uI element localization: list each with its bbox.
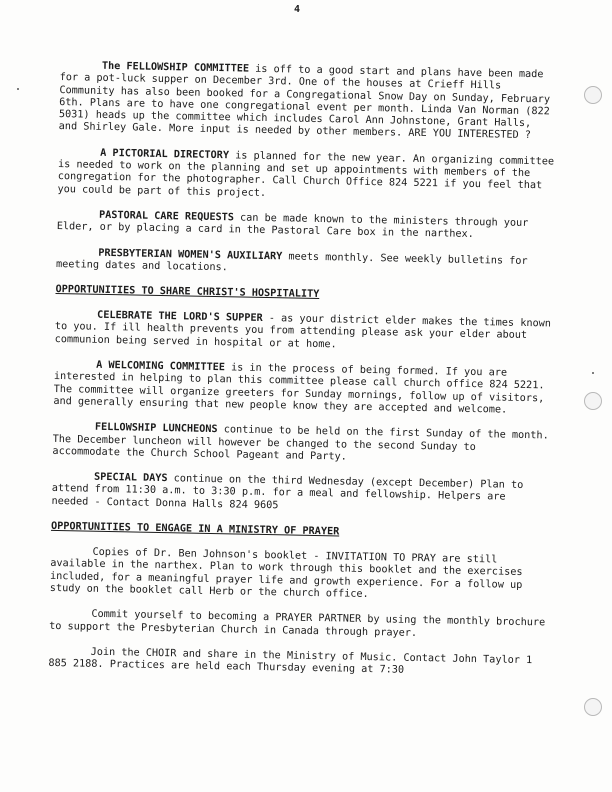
paragraph-text: is off to a good start and plans have been made for a pot-luck supper on December 3rd. One of the houses at Crieff Hills Community has also been booked for a Congregational Snow Day on Sunday, February 6th. Plans are to have one congregational event per month. Linda Van Norman (822 5031) heads up the committee which includes Carol Ann Johnstone, Grant Halls, and Shirley Gale. More input is needed by other members. ARE YOU INTERESTED ? — [58, 63, 551, 142]
section-intro — [56, 60, 556, 281]
section-heading-hospitality: OPPORTUNITIES TO SHARE CHRIST'S HOSPITALITY — [55, 284, 320, 301]
paragraph-lords-supper — [55, 309, 552, 355]
paragraph-text: Join the CHOIR and share in the Ministry of Music. Contact John Taylor 1 885 2188. Practices are held each Thursday evening at 7:30 — [48, 646, 533, 676]
paragraph-lead: FELLOWSHIP LUNCHEONS — [94, 421, 218, 436]
paragraph-lead: A PICTORIAL DIRECTORY — [100, 147, 230, 162]
paragraph-lead: The FELLOWSHIP COMMITTEE — [101, 60, 250, 75]
binder-hole-middle — [584, 392, 602, 410]
paragraph-pastoral-care — [57, 209, 553, 243]
section-prayer — [48, 546, 546, 680]
binder-hole-top — [584, 86, 602, 104]
paragraph-text: is in the process of being formed. If you are interested in helping to plan this committee please call church office 824 5221. The committee will organize greeters for Sunday mornings, follow up of visitors, and generally ensuring that new people know they are accepted and welcome. — [53, 362, 545, 416]
paragraph-text: Copies of Dr. Ben Johnson's booklet - INVITATION TO PRAY are still available in the narthex. Plan to work through this booklet and the exercises included, for a meaningful prayer life and growth experience. For a follow up study on the booklet call Herb or the church office. — [49, 546, 523, 600]
paragraph-text: continue on the third Wednesday (except December) Plan to attend from 11:30 a.m. to 3:30 p.m. for a meal and fellowship. Helpers are needed - Contact Donna Halls 824 9605 — [51, 473, 524, 511]
paragraph-lead: PASTORAL CARE REQUESTS — [98, 209, 235, 224]
section-hospitality — [51, 309, 551, 517]
paragraph-text: - as your district elder makes the times known to you. If ill health prevents you from attending please ask your elder about communion being served in hospital or at home. — [54, 313, 552, 351]
paragraph-prayer-partner — [49, 608, 545, 642]
paragraph-choir — [48, 646, 544, 680]
paragraph-prayer-booklet — [50, 546, 547, 605]
paragraph-text: can be made known to the ministers through your Elder, or by placing a card in the Pastoral Care box in the narthex. — [56, 212, 529, 241]
section-heading-prayer: OPPORTUNITIES TO ENGAGE IN A MINISTRY OF PRAYER — [50, 520, 340, 538]
paragraph-special-days — [51, 471, 548, 517]
page-body — [48, 60, 556, 693]
paragraph-text: meets monthly. See weekly bulletins for meeting dates and locations. — [55, 250, 528, 274]
scan-speck — [592, 372, 594, 374]
paragraph-text: Commit yourself to becoming a PRAYER PARTNER by using the monthly brochure to support the Presbyterian Church in Canada through prayer. — [49, 608, 546, 639]
paragraph-womens-auxiliary — [56, 247, 552, 281]
paragraph-text: is planned for the new year. An organizing committee is needed to work on the planning and set up appointments with members of the congregation for the photographer. Call Church Office 824 5221 if you feel that you could be part of this project. — [57, 150, 555, 199]
paragraph-pictorial-directory — [57, 147, 554, 206]
paragraph-fellowship-committee — [59, 60, 556, 143]
paragraph-lead: CELEBRATE THE LORD'S SUPPER — [96, 309, 263, 325]
binder-hole-bottom — [584, 698, 602, 716]
paragraph-lead: PRESBYTERIAN WOMEN'S AUXILIARY — [98, 247, 283, 262]
paragraph-text: continue to be held on the first Sunday of the month. The December luncheon will however be changed to the second Sunday to accommodate the Church School Pageant and Party. — [52, 424, 549, 463]
paragraph-fellowship-luncheons — [52, 421, 549, 467]
paragraph-lead: A WELCOMING COMMITTEE — [96, 359, 226, 374]
page-number: 4 — [294, 4, 301, 15]
paragraph-welcoming-committee — [53, 359, 550, 418]
paragraph-lead: SPECIAL DAYS — [93, 471, 168, 485]
scan-speck — [17, 88, 19, 90]
